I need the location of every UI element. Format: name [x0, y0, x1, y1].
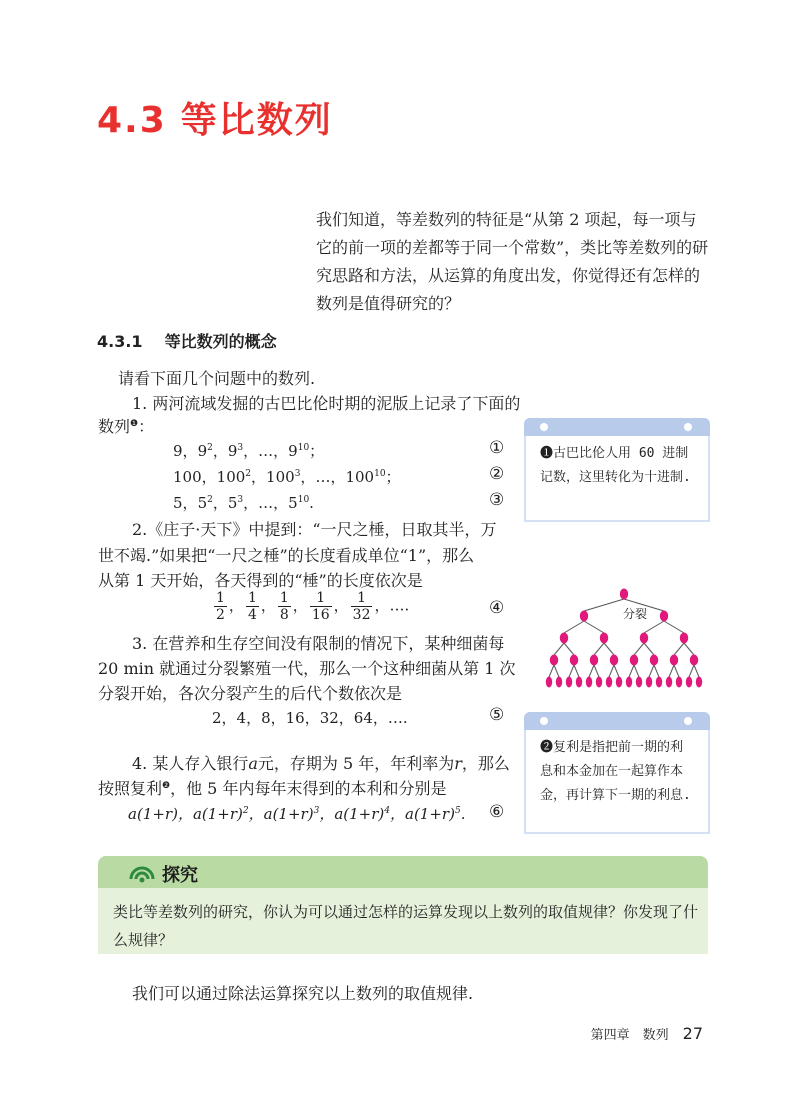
fraction-numerator: 1: [279, 590, 289, 606]
fraction-numerator: 1: [247, 590, 257, 606]
seq2-term: 100: [216, 468, 246, 486]
problem1-line2-text: 数列: [98, 417, 131, 436]
sequence-5: 2，4，8，16，32，64，….: [212, 709, 408, 727]
seq6-exp: 3: [313, 806, 320, 816]
bacterium-cell: [630, 655, 638, 666]
seq1-term: 9: [173, 442, 183, 460]
bacteria-division-tree: [540, 588, 708, 696]
seq6-term: a(1+r): [128, 805, 178, 823]
problem2-line1: 2.《庄子·天下》中提到：“一尺之棰，日取其半，万: [132, 520, 497, 539]
seq6-exp: 5: [454, 806, 461, 816]
fraction-numerator: 1: [351, 590, 373, 607]
seq2-end: ；: [385, 468, 401, 486]
problem3-line3: 分裂开始，各次分裂产生的后代个数依次是: [98, 684, 403, 703]
note-header: [524, 418, 710, 436]
tree-nodes: [546, 589, 702, 688]
problem4-text: ，那么: [461, 754, 510, 773]
explore-text: 类比等差数列的研究，你认为可以通过怎样的运算发现以上数列的取值规律？你发现了什么规律？: [113, 903, 699, 949]
fraction: [214, 590, 227, 623]
problem3-line2: 20 min 就通过分裂繁殖一代，那么一个这种细菌从第 1 次: [98, 659, 516, 678]
sequence-1: 9，$9^2$，$9^3$，…，$9^{10}$；: [173, 442, 325, 460]
margin-note-1: [524, 418, 710, 522]
problem4-text: 元，存期为 5 年，年利率为: [257, 754, 455, 773]
sequence-3: 5，$5^2$，$5^3$，…，$5^{10}$.: [173, 494, 314, 512]
bacterium-cell: [610, 655, 618, 666]
seq6-exp: 4: [384, 806, 390, 816]
bacterium-cell: [600, 633, 608, 644]
seq3-term: 5: [197, 494, 208, 512]
seq3-exp: 2: [207, 495, 213, 505]
seq6-end: .: [460, 805, 466, 823]
bacterium-cell: [686, 677, 692, 688]
seq2-dots: …: [315, 468, 331, 486]
fraction-denominator: 4: [247, 607, 257, 623]
fraction: [310, 590, 332, 623]
margin-note-2: [524, 712, 710, 834]
equation-label-1: ①: [489, 438, 505, 458]
explore-icon: [128, 863, 156, 885]
chapter-label: 第四章 数列: [590, 1028, 669, 1043]
seq2-term: 100: [173, 468, 202, 486]
seq1-term: 9: [197, 442, 208, 460]
seq1-term: 9: [227, 442, 238, 460]
sequence-6: a(1+r)，$a(1+r)^2$，$a(1+r)^3$，$a(1+r)^4$，$a(1+r)^5$.: [128, 805, 466, 823]
equation-label-2: ②: [489, 464, 505, 484]
problem2-line2: 世不竭.”如果把“一尺之棰”的长度看成单位“1”，那么: [98, 546, 475, 565]
sequence-2: 100，$100^2$，$100^3$，…，$100^{10}$；: [173, 468, 401, 486]
bacterium-cell: [620, 589, 628, 600]
bacterium-cell: [646, 677, 652, 688]
bacterium-cell: [560, 633, 568, 644]
bacterium-cell: [616, 677, 622, 688]
bacterium-cell: [650, 655, 658, 666]
variable-r: r: [454, 754, 462, 773]
seq3-term: 5: [288, 494, 298, 512]
bacterium-cell: [596, 677, 602, 688]
section-number: 4.3: [97, 100, 167, 141]
seq4-end: .: [404, 596, 410, 615]
fraction-denominator: 32: [352, 607, 371, 623]
fraction-numerator: 1: [310, 590, 332, 607]
bacterium-cell: [640, 633, 648, 644]
page-number: 27: [682, 1024, 703, 1043]
seq4-dots: …: [389, 596, 405, 615]
seq3-exp: 3: [237, 495, 244, 505]
equation-label-5: ⑤: [489, 705, 505, 725]
problem4-text: 4. 某人存入银行: [132, 754, 249, 773]
note-1-text: ❶古巴比伦人用 60 进制记数，这里转化为十进制.: [524, 436, 710, 522]
subsection-heading: [97, 329, 277, 352]
subsection-title: 等比数列的概念: [164, 332, 277, 351]
fraction-denominator: 16: [311, 607, 330, 623]
seq3-dots: …: [258, 494, 274, 512]
note-header: [524, 712, 710, 730]
seq1-exp: 10: [297, 443, 310, 453]
footnote-mark-2: ❷: [162, 781, 171, 791]
seq3-term: 5: [227, 494, 238, 512]
problem4-text: 按照复利: [98, 779, 163, 798]
bacterium-cell: [656, 677, 662, 688]
seq1-term: 9: [288, 442, 298, 460]
seq6-term: a(1+r): [192, 805, 243, 823]
problem4-text: ，他 5 年内每年末得到的本利和分别是: [170, 779, 447, 798]
seq1-end: ；: [309, 442, 325, 460]
bacterium-cell: [626, 677, 632, 688]
seq1-exp: 3: [237, 443, 244, 453]
seq6-term: a(1+r): [334, 805, 385, 823]
bacterium-cell: [580, 611, 588, 622]
seq2-term: 100: [345, 468, 375, 486]
bacterium-cell: [586, 677, 592, 688]
equation-label-4: ④: [489, 598, 505, 618]
footnote-mark-1: ❶: [130, 419, 139, 429]
seq1-exp: 2: [207, 443, 213, 453]
bacterium-cell: [666, 677, 672, 688]
seq3-end: .: [309, 494, 314, 512]
section-title: [97, 92, 333, 143]
seq1-dots: …: [258, 442, 274, 460]
fraction-denominator: 8: [279, 607, 289, 623]
bacterium-cell: [550, 655, 558, 666]
variable-a: a: [248, 754, 258, 773]
bacterium-cell: [636, 677, 642, 688]
problem4-line2: [98, 775, 446, 802]
bacterium-cell: [590, 655, 598, 666]
fraction-denominator: 2: [216, 607, 225, 623]
note-2-text: ❷复利是指把前一期的利息和本金加在一起算作本金，再计算下一期的利息.: [524, 730, 710, 834]
seq3-term: 5: [173, 494, 183, 512]
bacterium-cell: [690, 655, 698, 666]
bacterium-cell: [676, 677, 682, 688]
bacterium-cell: [566, 677, 572, 688]
problem3-line1: 3. 在营养和生存空间没有限制的情况下，某种细菌每: [132, 634, 505, 653]
problem1-line2-end: ：: [138, 417, 155, 436]
section-title-text: 等比数列: [180, 100, 333, 141]
bacterium-cell: [570, 655, 578, 666]
fraction-numerator: 1: [216, 590, 225, 606]
seq6-term: a(1+r): [405, 805, 455, 823]
seq6-term: a(1+r): [263, 805, 314, 823]
lead-text: 请看下面几个问题中的数列.: [118, 369, 316, 388]
seq2-exp: 2: [245, 469, 252, 479]
conclusion-text: 我们可以通过除法运算探究以上数列的取值规律.: [132, 984, 474, 1003]
bacterium-cell: [660, 611, 668, 622]
page-footer: [591, 1024, 703, 1043]
problem1-line1: 1. 两河流域发掘的古巴比伦时期的泥版上记录了下面的: [132, 394, 521, 413]
intro-paragraph: 我们知道，等差数列的特征是“从第 2 项起，每一项与它的前一项的差都等于同一个常数”，类比等差数列的研究思路和方法，从运算的角度出发，你觉得还有怎样的数列是值得研究的？: [316, 210, 709, 313]
problem2-line3: 从第 1 天开始，各天得到的“棰”的长度依次是: [98, 571, 423, 590]
explore-title: 探究: [162, 865, 198, 886]
fraction: [351, 590, 373, 623]
bacterium-cell: [680, 633, 688, 644]
fraction: [246, 590, 259, 623]
bacterium-cell: [546, 677, 552, 688]
bacterium-cell: [670, 655, 678, 666]
equation-label-6: ⑥: [489, 802, 505, 822]
bacterium-cell: [576, 677, 582, 688]
bacterium-cell: [606, 677, 612, 688]
problem4-line1: [132, 750, 510, 777]
division-label: 分裂: [623, 607, 648, 621]
seq2-term: 100: [266, 468, 295, 486]
seq2-exp: 3: [294, 469, 301, 479]
subsection-number: 4.3.1: [97, 332, 143, 351]
fraction: [278, 590, 291, 623]
sequence-4: $\frac{1}{2}$ ， $\frac{1}{4}$ ， $\frac{1}{8}$ ， $\frac{1}{16}$ ， $\frac{1}{32}$ ，….: [216, 590, 410, 623]
bacterium-cell: [696, 677, 702, 688]
seq3-exp: 10: [297, 495, 310, 505]
equation-label-3: ③: [489, 490, 505, 510]
seq6-exp: 2: [242, 806, 249, 816]
seq2-exp: 10: [374, 469, 386, 479]
problem1-line2: [98, 413, 154, 440]
bacterium-cell: [556, 677, 562, 688]
